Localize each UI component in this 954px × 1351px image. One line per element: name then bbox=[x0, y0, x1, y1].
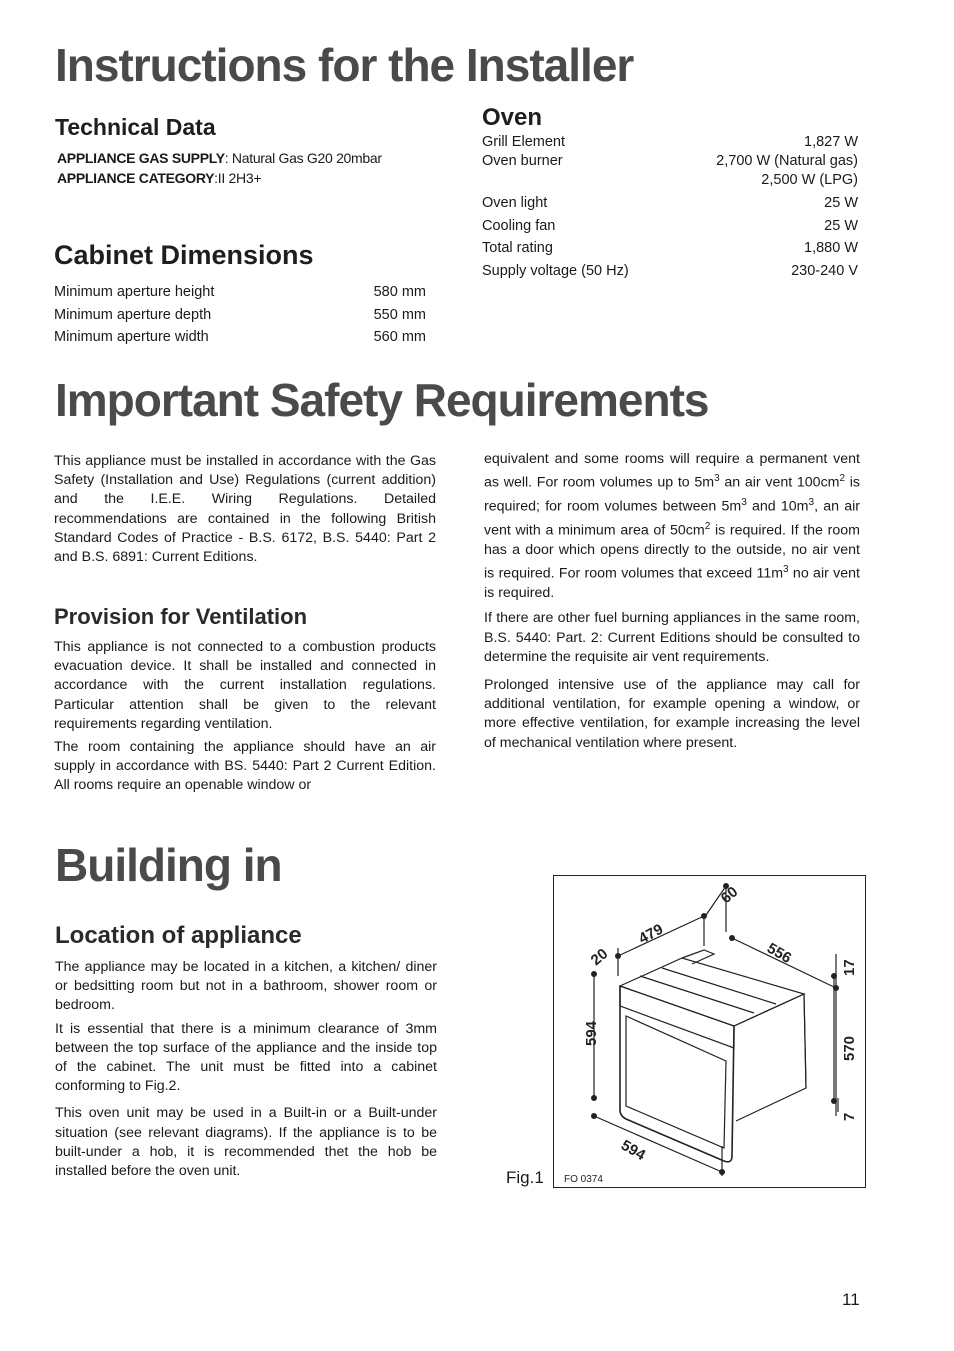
dim-label-60: 60 bbox=[717, 883, 742, 908]
ventilation-p4: If there are other fuel burning appliances in the same room, B.S. 5440: Part. 2: Current Editions should be consulted to determine the requisite air vent requirements. bbox=[484, 610, 860, 665]
gas-supply-value: : Natural Gas G20 20mbar bbox=[224, 150, 382, 166]
oven-row: Supply voltage (50 Hz) 230-240 V bbox=[482, 262, 858, 279]
figure-code: FO 0374 bbox=[564, 1174, 603, 1185]
oven-top-bar bbox=[682, 950, 714, 964]
safety-intro: This appliance must be installed in accordance with the Gas Safety (Installation and Use) Regulations (current addition) and the I.E.E. Wiring Regulations. Detailed recommendations are contained in the following British Standard Codes of Practice - B.S. 6172, B.S. 5440: Part 2 and B.S. 6891: Current Editions. bbox=[54, 453, 436, 566]
ventilation-title: Provision for Ventilation bbox=[54, 604, 308, 629]
cabinet-row: Minimum aperture width 560 mm bbox=[54, 329, 426, 345]
ventilation-left bbox=[54, 638, 436, 800]
location-p3: This oven unit may be used in a Built-in or a Built-under situation (see relevant diagrams). If the appliance is to be built-under a hob, it is recommended thet the hob be installed before the oven unit. bbox=[55, 1105, 437, 1180]
oven-diagram bbox=[554, 876, 865, 1187]
dim-label-556: 556 bbox=[764, 939, 795, 967]
oven-row: Total rating 1,880 W bbox=[482, 240, 858, 256]
cabinet-row: Minimum aperture height 580 mm bbox=[54, 284, 426, 300]
heading-safety: Important Safety Requirements bbox=[55, 374, 709, 426]
figure-box bbox=[553, 875, 866, 1188]
ventilation-p1: This appliance is not connected to a combustion products evacuation device. It shall be installed and connected in accordance with the current installation regulations. Particular attention shall be given to the relevant requirements regarding ventilation. bbox=[54, 639, 436, 732]
dim-label-594-vertical: 594 bbox=[583, 1020, 600, 1046]
oven-row: Oven light 25 W bbox=[482, 195, 858, 211]
dim-line-594h bbox=[594, 1116, 722, 1172]
oven-title: Oven bbox=[482, 104, 543, 131]
oven-specs bbox=[482, 134, 858, 285]
ventilation-right bbox=[484, 450, 860, 757]
oven-row: Oven burner 2,700 W (Natural gas) bbox=[482, 153, 858, 169]
heading-installer: Instructions for the Installer bbox=[55, 39, 634, 91]
oven-row: Cooling fan 25 W bbox=[482, 217, 858, 234]
dim-label-479: 479 bbox=[635, 920, 666, 948]
heading-building: Building in bbox=[55, 839, 282, 891]
dim-label-594-horizontal: 594 bbox=[618, 1136, 649, 1164]
cabinet-title: Cabinet Dimensions bbox=[54, 240, 314, 270]
location-p1: The appliance may be located in a kitchen, a kitchen/ diner or bedsitting room but not in a bathroom, shower room or bedroom. bbox=[55, 959, 437, 1014]
dim-label-7: 7 bbox=[841, 1112, 858, 1121]
location-p2: It is essential that there is a minimum clearance of 3mm between the top surface of the appliance and the inside top of the cabinet. The unit must be fitted into a cabinet conforming to Fig.2. bbox=[55, 1020, 437, 1095]
oven-row: Grill Element 1,827 W bbox=[482, 134, 858, 150]
figure-caption: Fig.1 bbox=[506, 1168, 544, 1187]
dim-label-17: 17 bbox=[841, 959, 858, 976]
technical-data-block bbox=[57, 148, 382, 188]
cabinet-dimensions bbox=[54, 284, 426, 352]
cabinet-row: Minimum aperture depth 550 mm bbox=[54, 306, 426, 323]
oven-side-outline bbox=[734, 994, 806, 1121]
location-title: Location of appliance bbox=[55, 922, 302, 949]
category-label: APPLIANCE CATEGORY bbox=[57, 170, 215, 186]
ventilation-p3: equivalent and some rooms will require a permanent vent as well. For room volumes up to $5m^3$ an air vent $100cm^2$ is required; for room volumes between $5m^3$ and $10m^3$, an air vent with a minimum area of $50cm^2$ is required. If the room has a door which opens directly to the outside, no air vent is required. For room volumes that exceed $11m^3$ no air vent is required. bbox=[484, 451, 861, 602]
technical-data-title: Technical Data bbox=[55, 114, 216, 140]
oven-door-outline bbox=[626, 1016, 726, 1148]
category-value: :II 2H3+ bbox=[214, 170, 262, 186]
gas-supply-label: APPLIANCE GAS SUPPLY bbox=[57, 150, 225, 166]
location-text bbox=[55, 958, 437, 1185]
ventilation-p2: The room containing the appliance should have an air supply in accordance with BS. 5440: Part 2 Current Edition. All rooms require an openable window or bbox=[54, 739, 436, 794]
dim-label-570: 570 bbox=[841, 1035, 858, 1061]
dim-label-20: 20 bbox=[587, 945, 612, 970]
oven-row: 2,500 W (LPG) bbox=[761, 172, 858, 188]
ventilation-p5: Prolonged intensive use of the appliance may call for additional ventilation, for example opening a window, or more effective ventilation, for example increasing the level of mechanical ventilation where present. bbox=[484, 676, 860, 751]
page-number: 11 bbox=[842, 1290, 860, 1309]
